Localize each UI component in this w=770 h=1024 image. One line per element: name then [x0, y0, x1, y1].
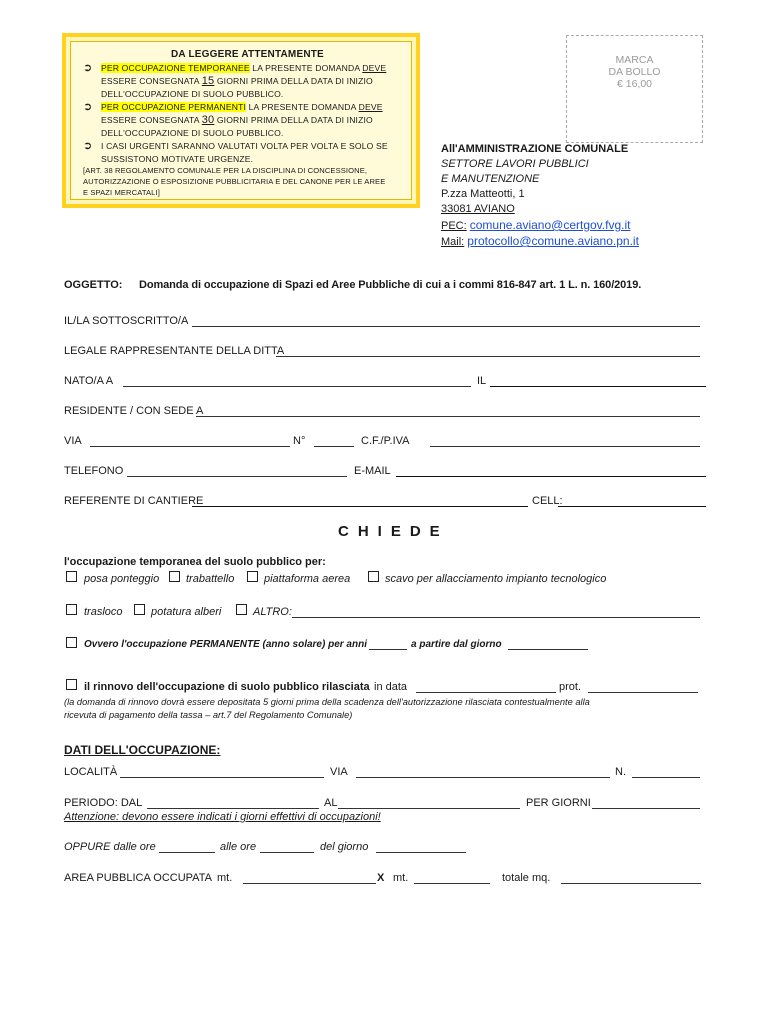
notice-title: DA LEGGERE ATTENTAMENTE	[171, 49, 324, 60]
label-email: E-MAIL	[354, 465, 391, 477]
arrow-icon: ➲	[83, 62, 93, 74]
field-data-nascita[interactable]	[490, 386, 706, 387]
checkbox-ponteggio[interactable]	[66, 571, 77, 582]
rinnovo-note-line1: (la domanda di rinnovo dovrà essere depositata 5 giorni prima della scadenza dell'autorizzazione rilasciata contestualmente alla	[64, 697, 590, 707]
label-mt2: mt.	[393, 872, 409, 884]
recipient-line2: SETTORE LAVORI PUBBLICI	[441, 158, 589, 170]
recipient-line3: E MANUTENZIONE	[441, 173, 540, 185]
field-per-giorni[interactable]	[592, 808, 700, 809]
field-residenza[interactable]	[196, 416, 700, 417]
checkbox-rinnovo[interactable]	[66, 679, 77, 690]
label-cf: C.F./P.IVA	[361, 435, 410, 447]
arrow-icon: ➲	[83, 140, 93, 152]
recipient-pec: PEC: comune.aviano@certgov.fvg.it	[441, 218, 631, 232]
label-cell: CELL:	[532, 495, 563, 507]
recipient-line1: All'AMMINISTRAZIONE COMUNALE	[441, 143, 629, 155]
option-permanente: Ovvero l'occupazione PERMANENTE (anno solare) per anni	[84, 639, 367, 650]
label-prot: prot.	[559, 681, 582, 693]
notice-box	[62, 33, 420, 208]
field-alle-ore[interactable]	[260, 852, 314, 853]
field-totale[interactable]	[561, 883, 701, 884]
notice-article-line3: E SPAZI MERCATALI]	[83, 188, 160, 197]
field-occ-n[interactable]	[632, 777, 700, 778]
checkbox-trabattello[interactable]	[169, 571, 180, 582]
label-al: AL	[324, 797, 338, 809]
notice-perm-line1: PER OCCUPAZIONE PERMANENTI LA PRESENTE DOMANDA DEVE	[101, 102, 383, 112]
notice-urgent-line1: I CASI URGENTI SARANNO VALUTATI VOLTA PER VOLTA E SOLO SE	[101, 141, 388, 151]
rinnovo-note-line2: ricevuta di pagamento della tassa – art.7 del Regolamento Comunale)	[64, 710, 353, 720]
label-in-data: in data	[374, 681, 408, 693]
stamp-line3: € 16,00	[616, 78, 653, 90]
field-via[interactable]	[90, 446, 290, 447]
arrow-icon: ➲	[83, 101, 93, 113]
field-mt1[interactable]	[243, 883, 376, 884]
notice-perm-line2: ESSERE CONSEGNATA 30 GIORNI PRIMA DELLA DATA DI INIZIO	[101, 114, 373, 126]
option-trasloco: trasloco	[84, 606, 123, 618]
option-altro: ALTRO:	[253, 606, 292, 618]
option-ponteggio: posa ponteggio	[84, 573, 160, 585]
label-residente: RESIDENTE / CON SEDE A	[64, 405, 204, 417]
stamp-line2: DA BOLLO	[608, 66, 661, 78]
notice-inner	[70, 41, 412, 200]
notice-article-line1: [ART. 38 REGOLAMENTO COMUNALE PER LA DISCIPLINA DI CONCESSIONE,	[83, 166, 368, 175]
label-periodo-dal: PERIODO: DAL	[64, 797, 143, 809]
mail-link[interactable]: protocollo@comune.aviano.pn.it	[467, 234, 639, 248]
label-sottoscritto: IL/LA SOTTOSCRITTO/A	[64, 315, 189, 327]
notice-urgent-line2: SUSSISTONO MOTIVATE URGENZE.	[101, 154, 254, 164]
label-area: AREA PUBBLICA OCCUPATA	[64, 872, 212, 884]
label-del-giorno: del giorno	[320, 841, 369, 853]
label-telefono: TELEFONO	[64, 465, 124, 477]
subject-label: OGGETTO:	[64, 279, 123, 291]
checkbox-permanente[interactable]	[66, 637, 77, 648]
label-numero: N°	[293, 435, 306, 447]
notice-temp-line3: DELL'OCCUPAZIONE DI SUOLO PUBBLICO.	[101, 89, 284, 99]
field-occ-via[interactable]	[356, 777, 610, 778]
notice-temp-line1: PER OCCUPAZIONE TEMPORANEE LA PRESENTE DOMANDA DEVE	[101, 63, 387, 73]
label-totale: totale mq.	[502, 872, 551, 884]
label-partire-dal: a partire dal giorno	[411, 639, 502, 650]
label-x: X	[377, 872, 385, 884]
field-cell[interactable]	[558, 506, 706, 507]
field-ditta[interactable]	[276, 356, 700, 357]
field-dalle-ore[interactable]	[159, 852, 215, 853]
label-mt1: mt.	[217, 872, 233, 884]
label-localita: LOCALITÀ	[64, 766, 118, 778]
checkbox-potatura[interactable]	[134, 604, 145, 615]
attention-note: Attenzione: devono essere indicati i giorni effettivi di occupazioni!	[64, 811, 381, 823]
field-rinnovo-data[interactable]	[416, 692, 556, 693]
field-email[interactable]	[396, 476, 706, 477]
request-intro: l'occupazione temporanea del suolo pubblico per:	[64, 556, 326, 568]
field-al[interactable]	[338, 808, 520, 809]
option-piattaforma: piattaforma aerea	[264, 573, 351, 585]
field-altro[interactable]	[292, 617, 700, 618]
field-sottoscritto[interactable]	[192, 326, 700, 327]
option-scavo: scavo per allacciamento impianto tecnologico	[385, 573, 607, 585]
label-via: VIA	[64, 435, 82, 447]
field-cf[interactable]	[430, 446, 700, 447]
field-periodo-dal[interactable]	[147, 808, 319, 809]
label-il: IL	[477, 375, 487, 387]
field-anni[interactable]	[369, 649, 407, 650]
recipient-mail: Mail: protocollo@comune.aviano.pn.it	[441, 234, 639, 248]
recipient-address: P.zza Matteotti, 1	[441, 188, 525, 200]
notice-article-line2: AUTORIZZAZIONE O ESPOSIZIONE PUBBLICITARIA E DEL CANONE PER LE AREE	[83, 177, 386, 186]
label-oppure-dalle: OPPURE dalle ore	[64, 841, 156, 853]
field-luogo-nascita[interactable]	[123, 386, 471, 387]
occupation-title: DATI DELL'OCCUPAZIONE:	[64, 743, 221, 757]
chiede-heading: CHIEDE	[338, 523, 449, 540]
label-alle-ore: alle ore	[220, 841, 257, 853]
label-occ-via: VIA	[330, 766, 348, 778]
field-localita[interactable]	[120, 777, 324, 778]
option-rinnovo: il rinnovo dell'occupazione di suolo pubblico rilasciata	[84, 681, 370, 693]
revenue-stamp-box	[566, 35, 703, 143]
checkbox-altro[interactable]	[236, 604, 247, 615]
notice-perm-line3: DELL'OCCUPAZIONE DI SUOLO PUBBLICO.	[101, 128, 284, 138]
label-legale-rappresentante: LEGALE RAPPRESENTANTE DELLA DITTA	[64, 345, 285, 357]
recipient-city: 33081 AVIANO	[441, 203, 515, 215]
checkbox-scavo[interactable]	[368, 571, 379, 582]
checkbox-trasloco[interactable]	[66, 604, 77, 615]
label-per-giorni: PER GIORNI	[526, 797, 591, 809]
field-numero[interactable]	[314, 446, 354, 447]
label-referente: REFERENTE DI CANTIERE	[64, 495, 204, 507]
stamp-line1: MARCA	[615, 54, 654, 66]
checkbox-piattaforma[interactable]	[247, 571, 258, 582]
subject-text: Domanda di occupazione di Spazi ed Aree Pubbliche di cui a i commi 816-847 art. 1 L. n. 160/2019.	[139, 279, 642, 291]
label-occ-n: N.	[615, 766, 626, 778]
option-trabattello: trabattello	[186, 573, 235, 585]
notice-temp-line2: ESSERE CONSEGNATA 15 GIORNI PRIMA DELLA DATA DI INIZIO	[101, 75, 373, 87]
field-partire-dal[interactable]	[508, 649, 588, 650]
label-nato: NATO/A A	[64, 375, 114, 387]
field-referente[interactable]	[192, 506, 528, 507]
field-prot[interactable]	[588, 692, 698, 693]
pec-link[interactable]: comune.aviano@certgov.fvg.it	[469, 218, 631, 232]
field-mt2[interactable]	[414, 883, 490, 884]
field-telefono[interactable]	[127, 476, 347, 477]
option-potatura: potatura alberi	[151, 606, 222, 618]
field-del-giorno[interactable]	[376, 852, 466, 853]
